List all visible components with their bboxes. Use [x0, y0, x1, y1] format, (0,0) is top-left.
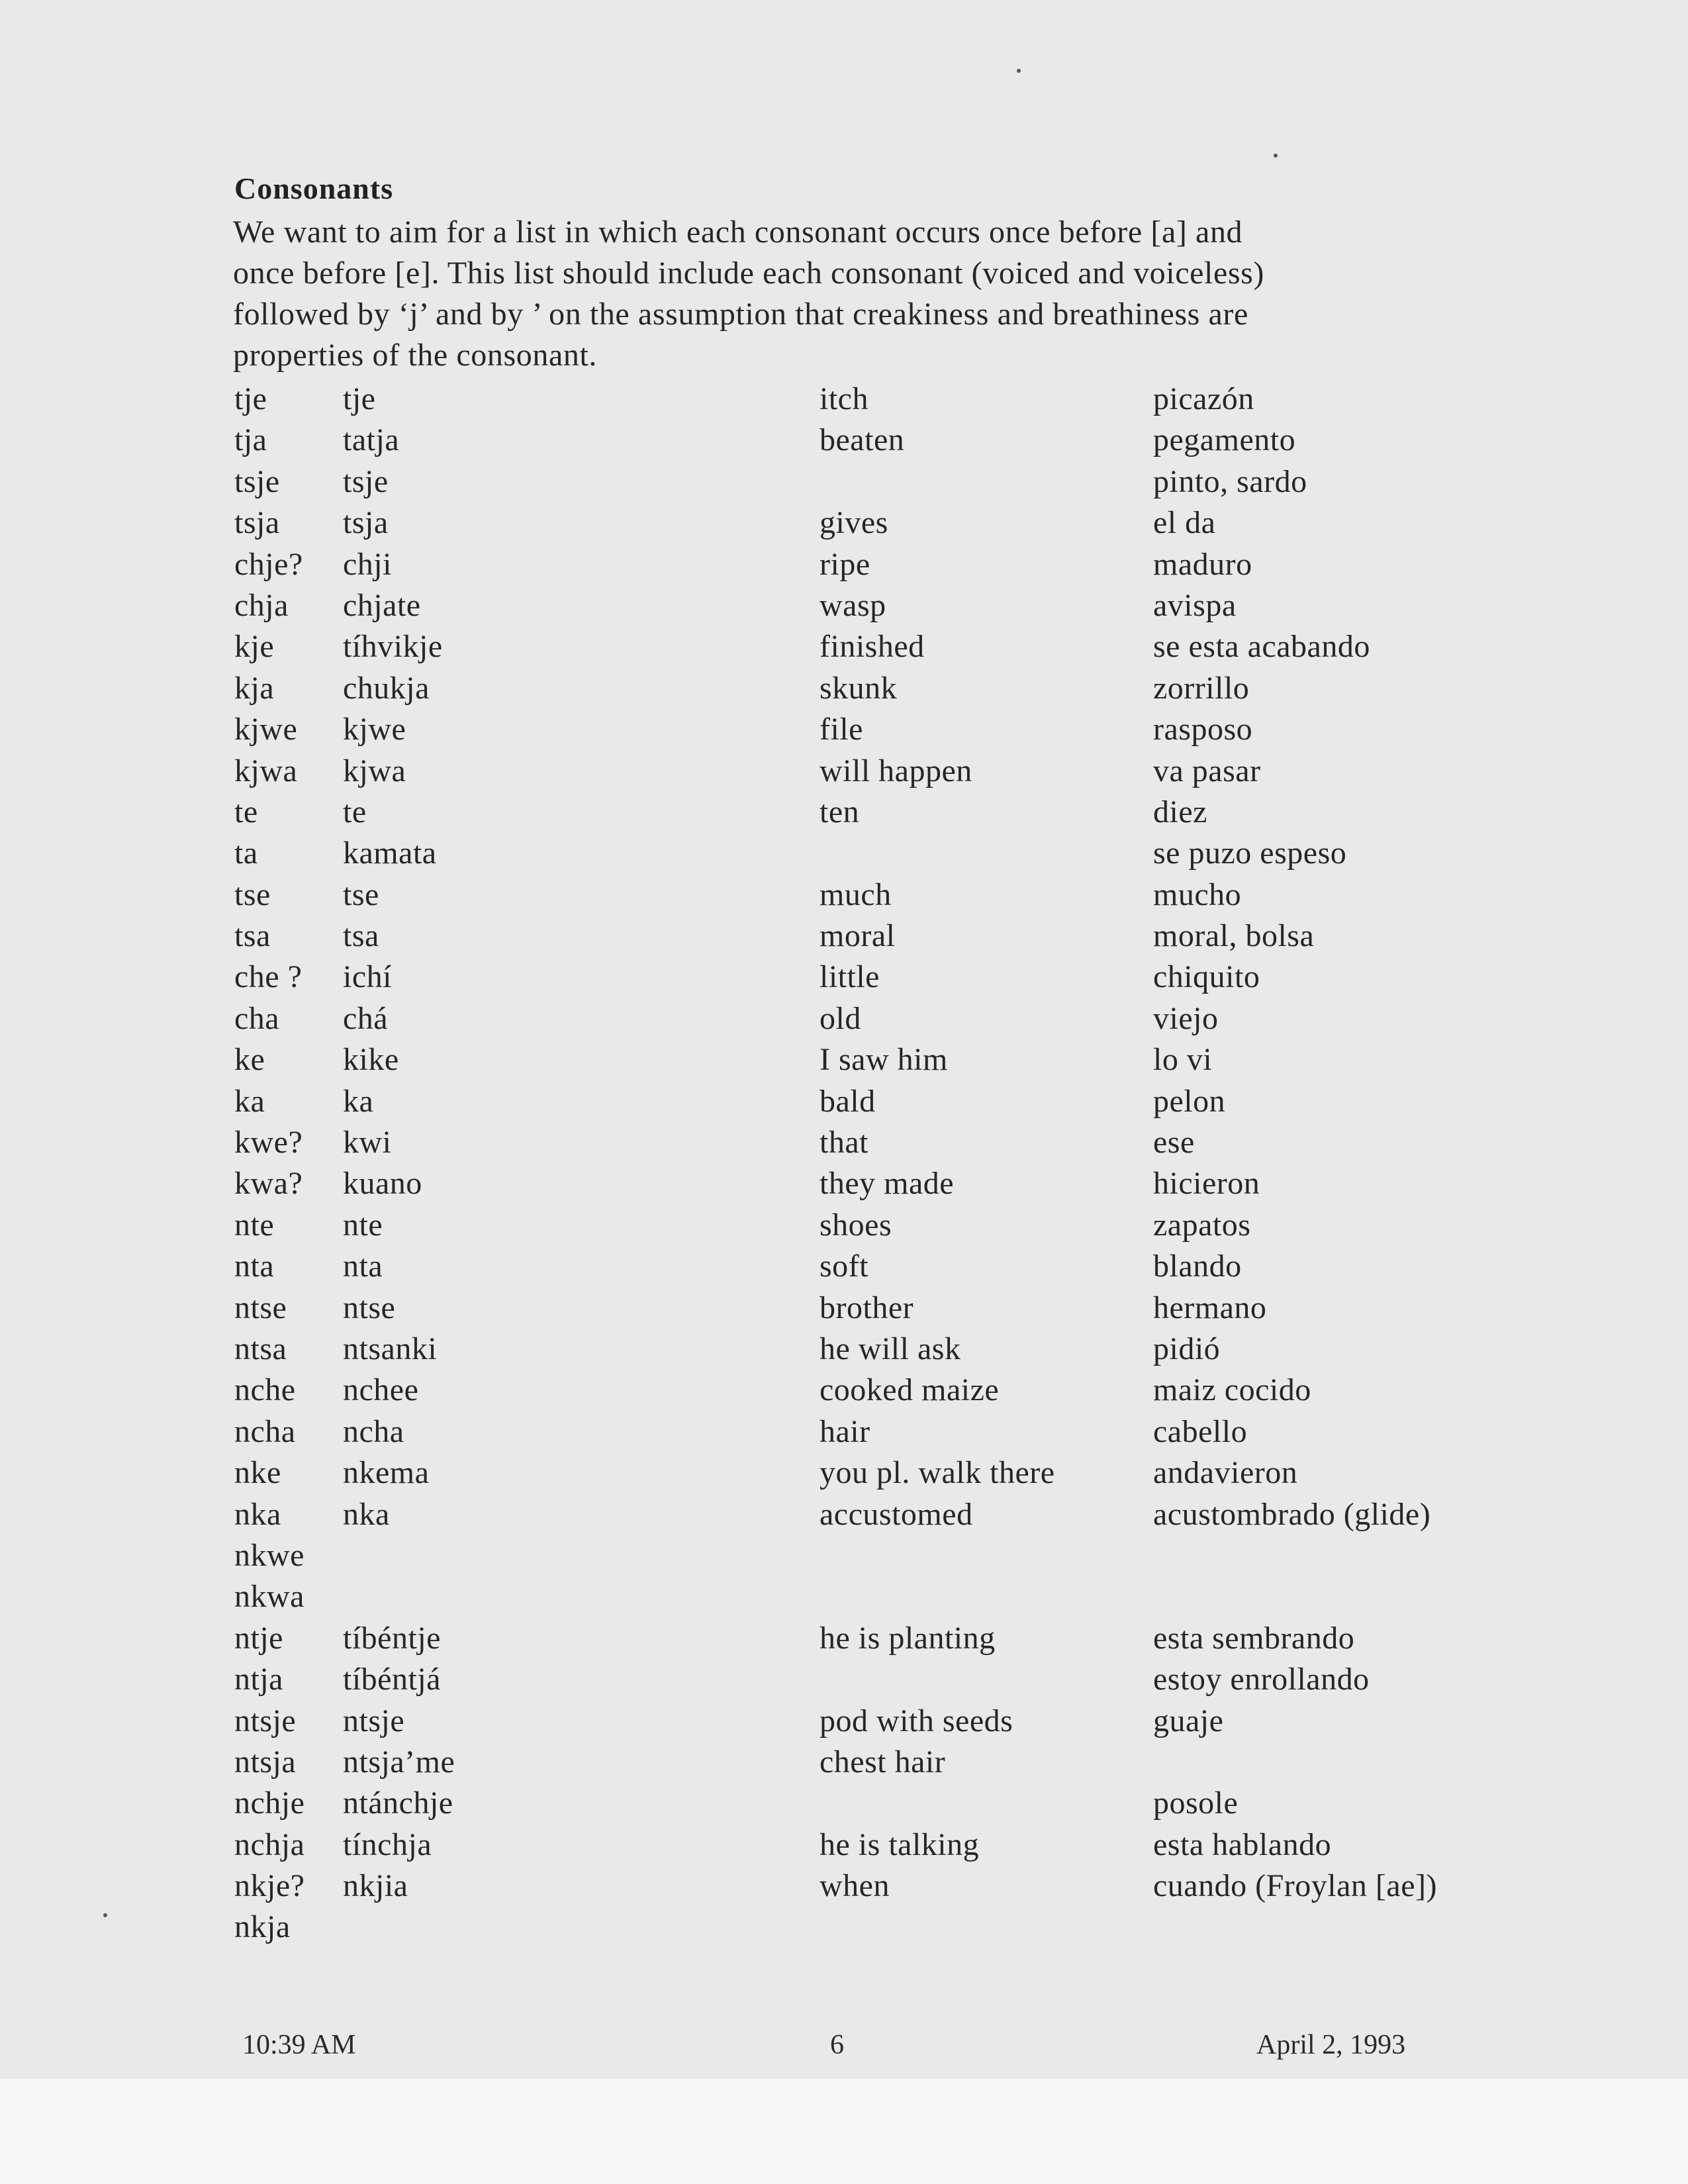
target-syllable: nkwa: [234, 1579, 305, 1615]
target-syllable: tja: [234, 422, 267, 458]
target-syllable: te: [234, 794, 258, 830]
target-syllable: chje?: [234, 546, 303, 582]
target-syllable: kja: [234, 670, 275, 706]
word-row: [0, 709, 1688, 750]
spanish-gloss: esta sembrando: [1153, 1620, 1355, 1656]
english-gloss: finished: [820, 629, 925, 665]
target-syllable: chja: [234, 587, 289, 623]
spanish-gloss: pelon: [1153, 1083, 1226, 1119]
target-syllable: kjwe: [234, 712, 298, 747]
mazatec-word: nta: [343, 1249, 383, 1284]
spanish-gloss: pidió: [1153, 1331, 1221, 1366]
target-syllable: nkja: [234, 1909, 291, 1945]
mazatec-word: tsje: [343, 463, 389, 499]
target-syllable: ncha: [234, 1413, 296, 1449]
word-row: [0, 585, 1688, 626]
word-row: [0, 1452, 1688, 1494]
mazatec-word: ntánchje: [343, 1785, 453, 1821]
target-syllable: ta: [234, 835, 258, 871]
target-syllable: ntje: [234, 1620, 283, 1656]
word-row: [0, 626, 1688, 667]
mazatec-word: kjwa: [343, 753, 406, 788]
page-lower-margin: [0, 2079, 1688, 2184]
english-gloss: gives: [820, 505, 888, 541]
spanish-gloss: andavieron: [1153, 1455, 1298, 1491]
english-gloss: he is talking: [820, 1827, 980, 1862]
english-gloss: shoes: [820, 1207, 892, 1243]
mazatec-word: te: [343, 794, 367, 830]
spanish-gloss: se esta acabando: [1153, 629, 1370, 665]
mazatec-word: kamata: [343, 835, 437, 871]
target-syllable: ntsja: [234, 1744, 297, 1780]
word-row: [0, 1659, 1688, 1700]
target-syllable: kwe?: [234, 1125, 303, 1161]
paper-speck: [103, 1913, 107, 1917]
target-syllable: nche: [234, 1372, 296, 1408]
mazatec-word: ntse: [343, 1290, 396, 1325]
spanish-gloss: pinto, sardo: [1153, 463, 1307, 499]
mazatec-word: chá: [343, 1000, 389, 1036]
mazatec-word: ntsanki: [343, 1331, 438, 1366]
english-gloss: bald: [820, 1083, 876, 1119]
english-gloss: brother: [820, 1290, 914, 1325]
word-row: [0, 1907, 1688, 1948]
word-row: [0, 1866, 1688, 1907]
english-gloss: I saw him: [820, 1042, 948, 1078]
word-row: [0, 916, 1688, 957]
spanish-gloss: cuando (Froylan [ae]): [1153, 1868, 1437, 1904]
target-syllable: ntsje: [234, 1703, 297, 1738]
word-list: [0, 379, 1688, 1948]
spanish-gloss: ese: [1153, 1125, 1195, 1161]
footer-date: April 2, 1993: [1256, 2030, 1406, 2060]
spanish-gloss: se puzo espeso: [1153, 835, 1347, 871]
mazatec-word: tíbéntjá: [343, 1662, 441, 1697]
english-gloss: skunk: [820, 670, 898, 706]
word-row: [0, 875, 1688, 916]
english-gloss: much: [820, 877, 892, 912]
mazatec-word: kwi: [343, 1125, 392, 1161]
mazatec-word: tje: [343, 381, 376, 416]
english-gloss: that: [820, 1125, 868, 1161]
spanish-gloss: cabello: [1153, 1413, 1248, 1449]
target-syllable: ntsa: [234, 1331, 287, 1366]
target-syllable: nka: [234, 1496, 281, 1532]
mazatec-word: tínchja: [343, 1827, 432, 1862]
english-gloss: will happen: [820, 753, 972, 788]
spanish-gloss: viejo: [1153, 1000, 1219, 1036]
mazatec-word: nte: [343, 1207, 383, 1243]
spanish-gloss: rasposo: [1153, 712, 1253, 747]
word-row: [0, 544, 1688, 585]
mazatec-word: kjwe: [343, 712, 406, 747]
target-syllable: ntse: [234, 1290, 287, 1325]
word-row: [0, 998, 1688, 1039]
english-gloss: old: [820, 1000, 861, 1036]
word-row: [0, 502, 1688, 544]
target-syllable: cha: [234, 1000, 280, 1036]
target-syllable: kjwa: [234, 753, 298, 788]
footer-time: 10:39 AM: [242, 2030, 356, 2060]
word-row: [0, 1576, 1688, 1617]
target-syllable: nte: [234, 1207, 275, 1243]
word-row: [0, 1370, 1688, 1411]
mazatec-word: tatja: [343, 422, 400, 458]
spanish-gloss: guaje: [1153, 1703, 1224, 1738]
word-row: [0, 1494, 1688, 1535]
spanish-gloss: el da: [1153, 505, 1216, 541]
english-gloss: file: [820, 712, 863, 747]
spanish-gloss: hicieron: [1153, 1166, 1260, 1202]
word-row: [0, 668, 1688, 709]
spanish-gloss: mucho: [1153, 877, 1242, 912]
english-gloss: when: [820, 1868, 890, 1904]
word-row: [0, 1618, 1688, 1659]
target-syllable: nkje?: [234, 1868, 305, 1904]
english-gloss: soft: [820, 1249, 868, 1284]
word-row: [0, 1039, 1688, 1080]
english-gloss: beaten: [820, 422, 905, 458]
spanish-gloss: blando: [1153, 1249, 1242, 1284]
mazatec-word: chji: [343, 546, 392, 582]
mazatec-word: nkjia: [343, 1868, 408, 1904]
footer-page-number: 6: [830, 2030, 844, 2060]
mazatec-word: tíhvikje: [343, 629, 443, 665]
word-row: [0, 1329, 1688, 1370]
english-gloss: moral: [820, 918, 896, 954]
mazatec-word: tíbéntje: [343, 1620, 441, 1656]
mazatec-word: kike: [343, 1042, 399, 1078]
target-syllable: tsja: [234, 505, 280, 541]
word-row: [0, 1081, 1688, 1122]
target-syllable: kje: [234, 629, 275, 665]
mazatec-word: nka: [343, 1496, 390, 1532]
section-heading: Consonants: [234, 171, 394, 205]
word-row: [0, 461, 1688, 502]
word-row: [0, 1205, 1688, 1246]
spanish-gloss: esta hablando: [1153, 1827, 1332, 1862]
mazatec-word: tse: [343, 877, 379, 912]
target-syllable: nke: [234, 1455, 281, 1491]
mazatec-word: ncha: [343, 1413, 404, 1449]
spanish-gloss: va pasar: [1153, 753, 1261, 788]
mazatec-word: tsja: [343, 505, 389, 541]
word-row: [0, 1288, 1688, 1329]
mazatec-word: chjate: [343, 587, 421, 623]
intro-line: once before [e]. This list should include each consonant (voiced and voiceless): [233, 256, 1265, 291]
word-row: [0, 833, 1688, 874]
word-row: [0, 1783, 1688, 1824]
spanish-gloss: posole: [1153, 1785, 1239, 1821]
target-syllable: tsje: [234, 463, 280, 499]
mazatec-word: chukja: [343, 670, 430, 706]
word-row: [0, 420, 1688, 461]
mazatec-word: ichí: [343, 959, 392, 995]
word-row: [0, 1825, 1688, 1866]
mazatec-word: ka: [343, 1083, 374, 1119]
target-syllable: ka: [234, 1083, 265, 1119]
target-syllable: nta: [234, 1249, 275, 1284]
spanish-gloss: maduro: [1153, 546, 1252, 582]
english-gloss: you pl. walk there: [820, 1455, 1055, 1491]
target-syllable: nchja: [234, 1827, 305, 1862]
word-row: [0, 1535, 1688, 1576]
mazatec-word: ntsje: [343, 1703, 405, 1738]
intro-line: properties of the consonant.: [233, 338, 597, 373]
paper-speck: [1274, 154, 1278, 158]
spanish-gloss: hermano: [1153, 1290, 1267, 1325]
spanish-gloss: zapatos: [1153, 1207, 1251, 1243]
word-row: [0, 792, 1688, 833]
intro-line: We want to aim for a list in which each consonant occurs once before [a] and: [233, 214, 1243, 250]
word-row: [0, 751, 1688, 792]
spanish-gloss: avispa: [1153, 587, 1237, 623]
word-row: [0, 379, 1688, 420]
english-gloss: wasp: [820, 587, 886, 623]
mazatec-word: tsa: [343, 918, 379, 954]
english-gloss: they made: [820, 1166, 955, 1202]
mazatec-word: kuano: [343, 1166, 422, 1202]
target-syllable: ke: [234, 1042, 265, 1078]
target-syllable: tse: [234, 877, 271, 912]
word-row: [0, 1122, 1688, 1163]
english-gloss: hair: [820, 1413, 870, 1449]
word-row: [0, 1701, 1688, 1742]
spanish-gloss: maiz cocido: [1153, 1372, 1311, 1408]
intro-line: followed by ‘j’ and by ’ on the assumption that creakiness and breathiness are: [233, 297, 1248, 332]
spanish-gloss: chiquito: [1153, 959, 1260, 995]
english-gloss: chest hair: [820, 1744, 946, 1780]
english-gloss: cooked maize: [820, 1372, 1000, 1408]
paper-speck: [1017, 69, 1021, 73]
english-gloss: ripe: [820, 546, 870, 582]
english-gloss: accustomed: [820, 1496, 973, 1532]
english-gloss: itch: [820, 381, 868, 416]
spanish-gloss: acustombrado (glide): [1153, 1496, 1431, 1532]
target-syllable: che ?: [234, 959, 303, 995]
spanish-gloss: zorrillo: [1153, 670, 1250, 706]
spanish-gloss: picazón: [1153, 381, 1254, 416]
word-row: [0, 1742, 1688, 1783]
english-gloss: little: [820, 959, 880, 995]
target-syllable: tje: [234, 381, 267, 416]
intro-paragraph: [233, 212, 1477, 376]
english-gloss: pod with seeds: [820, 1703, 1013, 1738]
word-row: [0, 1246, 1688, 1287]
word-row: [0, 1163, 1688, 1204]
spanish-gloss: lo vi: [1153, 1042, 1213, 1078]
target-syllable: tsa: [234, 918, 271, 954]
mazatec-word: nchee: [343, 1372, 419, 1408]
target-syllable: nchje: [234, 1785, 305, 1821]
word-row: [0, 1411, 1688, 1452]
target-syllable: nkwe: [234, 1537, 305, 1573]
mazatec-word: ntsja’me: [343, 1744, 455, 1780]
english-gloss: he will ask: [820, 1331, 961, 1366]
english-gloss: he is planting: [820, 1620, 996, 1656]
mazatec-word: nkema: [343, 1455, 430, 1491]
spanish-gloss: moral, bolsa: [1153, 918, 1315, 954]
word-row: [0, 957, 1688, 998]
spanish-gloss: estoy enrollando: [1153, 1662, 1370, 1697]
target-syllable: ntja: [234, 1662, 283, 1697]
spanish-gloss: pegamento: [1153, 422, 1296, 458]
target-syllable: kwa?: [234, 1166, 303, 1202]
english-gloss: ten: [820, 794, 860, 830]
spanish-gloss: diez: [1153, 794, 1207, 830]
